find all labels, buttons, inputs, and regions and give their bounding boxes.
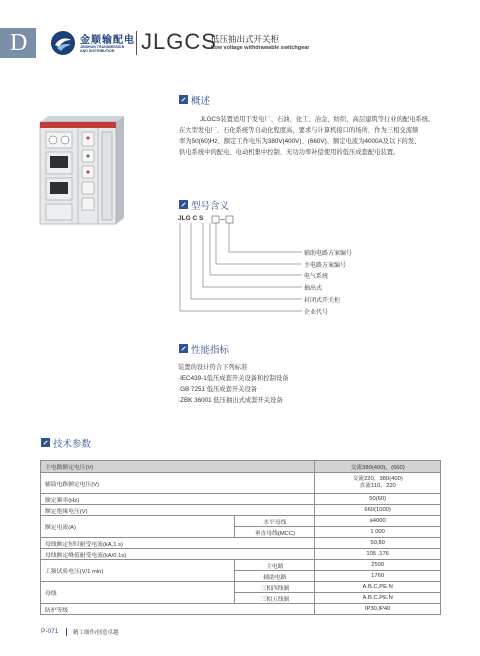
model-code-diagram: [170, 214, 310, 324]
param-value: A.B.C.PE.N: [315, 593, 441, 604]
param-label: 额定频率(Hz): [41, 494, 315, 505]
table-row: [41, 461, 441, 473]
param-value: 50,80: [315, 538, 441, 549]
param-label: 额定绝缘电压(V): [41, 505, 315, 516]
subtitle-en: Low voltage withdrawable switchgear: [211, 45, 310, 51]
table-row: [41, 604, 441, 615]
switchgear-cabinet-image: [36, 114, 126, 226]
performance-section-icon: [179, 344, 188, 353]
overview-section-icon: [179, 95, 188, 104]
param-label: 额定电流(A): [41, 516, 235, 538]
param-sub: 三相五线制: [235, 593, 315, 604]
footer-divider: [66, 628, 67, 636]
param-value-multi: [315, 473, 441, 494]
param-label: 母线额定短时耐受电流(kA,1 s): [41, 538, 315, 549]
param-value: 直流110，220: [359, 483, 396, 489]
model-code-title: 型号含义: [191, 201, 230, 212]
tech-params-table: [40, 460, 441, 615]
legend-main-circuit: 主电路方案编号: [304, 263, 347, 269]
tech-params-title: 技术参数: [53, 439, 92, 450]
overview-title: 概述: [191, 96, 211, 107]
param-value: 105 ,176: [315, 549, 441, 560]
legend-enclosed: 封闭式开关柜: [304, 298, 341, 304]
header-divider: [136, 31, 137, 55]
param-label: 母线: [41, 582, 235, 604]
model-code: JLG C S: [178, 215, 204, 222]
param-value: 交流220，380(400): [352, 476, 403, 482]
param-value: 2500: [315, 560, 441, 571]
table-row: [41, 560, 441, 571]
table-row: [41, 582, 441, 593]
param-label: 防护等级: [41, 604, 315, 615]
legend-electrical-system: 电气系统: [304, 274, 329, 280]
table-row: [41, 549, 441, 560]
param-label: 母线额定峰值耐受电流(kA/0.1s): [41, 549, 315, 560]
table-row: [41, 538, 441, 549]
param-value: IP30,IP40: [315, 604, 441, 615]
overview-line-2: 在大型发电厂、石化系统等自动化程度高，要求与计算机接口的场所，作为三相交流频: [179, 127, 419, 134]
model-section-icon: [179, 200, 188, 209]
param-sub: 辅助电路: [235, 571, 315, 582]
performance-intro: 装置的设计符合下列标准: [178, 364, 248, 371]
legend-withdrawable: 抽出式: [304, 286, 323, 292]
model-title: JLGCS: [141, 29, 217, 54]
brand-en-line1: JINSHUN TRANSMISSION: [80, 45, 125, 49]
table-row: [41, 505, 441, 516]
overview-line-3: 率为50(60)Hz、额定工作电压为380V(400V)、(660V)、额定电流为4000A及以下的发、: [179, 138, 421, 145]
table-row: [41, 494, 441, 505]
param-sub: 水平母线: [235, 516, 315, 527]
brand-name: 金顺输配电: [80, 35, 135, 46]
param-value: ≤4000: [315, 516, 441, 527]
param-value: 50(60): [315, 494, 441, 505]
table-row: [41, 473, 441, 494]
table-row: [41, 516, 441, 527]
overview-line-4: 供电系统中的配电、电动机集中控制、无功功率补偿使用的低压成套配电装置。: [179, 149, 400, 156]
param-value: 1760: [315, 571, 441, 582]
standard-iec: ·IEC439-1低压成套开关设备和控制设备: [178, 375, 289, 382]
param-sub: 垂直母线(MCC): [235, 527, 315, 538]
param-value: 660(1000): [315, 505, 441, 516]
param-value: A.B.C.PE.N: [315, 582, 441, 593]
param-label: 工频试验电压(V/1 min): [41, 560, 235, 582]
standard-gb: ·GB 7251 低压成套开关设备: [178, 386, 258, 393]
section-letter: D: [10, 30, 28, 56]
legend-company-code: 企业代号: [304, 310, 329, 316]
tech-section-icon: [41, 438, 50, 447]
param-value: 1 000: [315, 527, 441, 538]
param-label: 辅助电路额定电压(V): [41, 473, 315, 494]
brand-en-line2: AND DISTRIBUTION: [80, 49, 115, 53]
legend-aux-circuit: 辅助电路方案编号: [304, 251, 353, 257]
subtitle-cn: 低压抽出式开关柜: [211, 34, 280, 44]
param-value: 交流380(400)，(660): [315, 461, 441, 473]
param-sub: 主电路: [235, 560, 315, 571]
page-number: P-071: [41, 628, 59, 635]
overview-line-1: JLGCS装置适用于发电厂、石油、化工、冶金、纺织、高层建筑等行业的配电系统。: [200, 116, 435, 123]
param-label: 主电路额定电压(V): [41, 461, 315, 473]
footer-slogan: 精工细作/创造卓越: [73, 630, 119, 636]
standard-zbk: ·ZBK 36001 低压抽出式成套开关设备: [178, 397, 283, 404]
company-logo-icon: [50, 30, 76, 56]
param-sub: 三相四线制: [235, 582, 315, 593]
performance-title: 性能指标: [191, 345, 230, 356]
